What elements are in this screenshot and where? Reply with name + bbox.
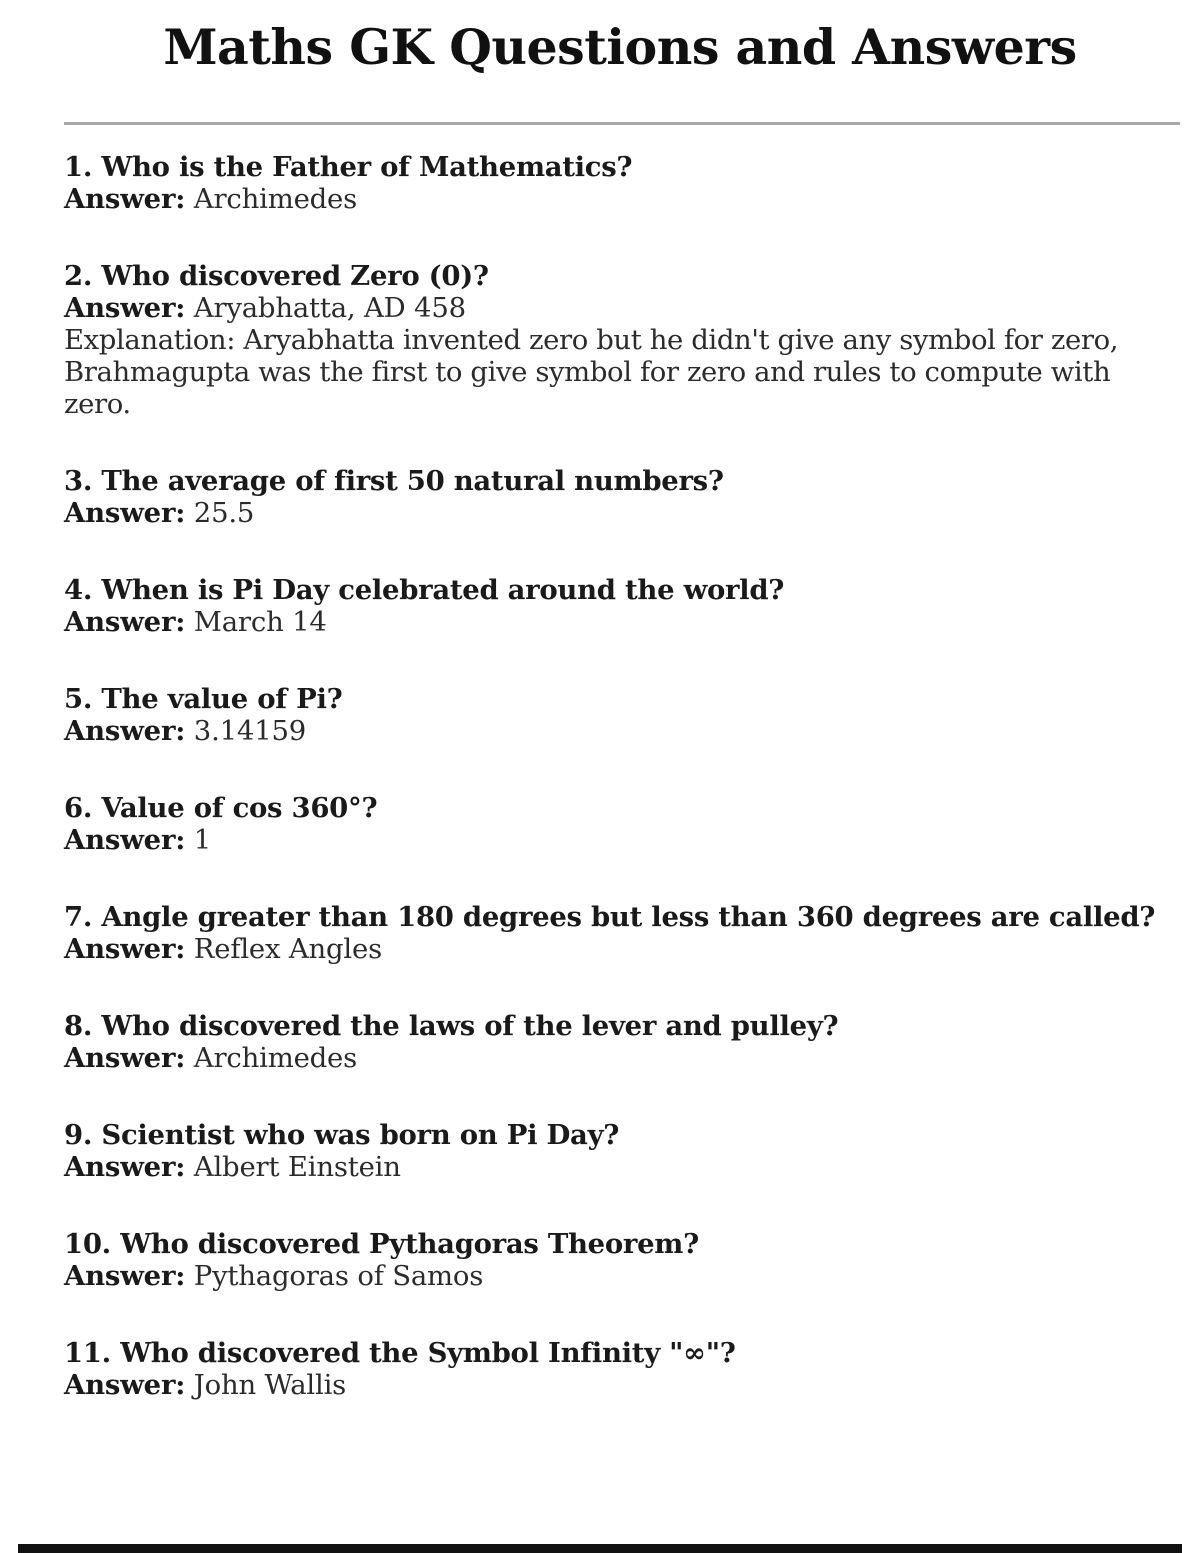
answer-text: Aryabhatta, AD 458 xyxy=(193,292,466,324)
answer-text: Reflex Angles xyxy=(193,933,383,965)
answer-line xyxy=(64,715,1174,747)
answer-line xyxy=(64,1369,1174,1401)
answer-text: March 14 xyxy=(193,606,327,638)
question-text: 5. The value of Pi? xyxy=(64,683,343,715)
question-text: 4. When is Pi Day celebrated around the world? xyxy=(64,574,785,606)
question-text: 1. Who is the Father of Mathematics? xyxy=(64,151,633,183)
bottom-bar xyxy=(18,1544,1182,1553)
question-text: 9. Scientist who was born on Pi Day? xyxy=(64,1119,620,1151)
answer-label: Answer: xyxy=(64,292,186,324)
question-text: 3. The average of first 50 natural numbers? xyxy=(64,465,724,497)
answer-text: Albert Einstein xyxy=(193,1151,401,1183)
title-divider xyxy=(64,122,1180,125)
answer-line xyxy=(64,1260,1174,1292)
answer-text: Archimedes xyxy=(193,183,358,215)
qa-item xyxy=(64,1119,1174,1183)
answer-label: Answer: xyxy=(64,824,186,856)
answer-label: Answer: xyxy=(64,1042,186,1074)
answer-text: 3.14159 xyxy=(193,715,307,747)
qa-item xyxy=(64,1337,1174,1401)
qa-list xyxy=(64,151,1174,1446)
question-text: 11. Who discovered the Symbol Infinity "∞"? xyxy=(64,1337,736,1369)
answer-line xyxy=(64,933,1174,965)
answer-label: Answer: xyxy=(64,1369,186,1401)
answer-label: Answer: xyxy=(64,497,186,529)
qa-item xyxy=(64,574,1174,638)
qa-item xyxy=(64,1010,1174,1074)
answer-label: Answer: xyxy=(64,1151,186,1183)
qa-item xyxy=(64,1228,1174,1292)
question-text: 8. Who discovered the laws of the lever and pulley? xyxy=(64,1010,839,1042)
page-title: Maths GK Questions and Answers xyxy=(163,18,1077,76)
answer-text: John Wallis xyxy=(193,1369,347,1401)
qa-item xyxy=(64,260,1174,420)
question-text: 10. Who discovered Pythagoras Theorem? xyxy=(64,1228,699,1260)
answer-label: Answer: xyxy=(64,183,186,215)
answer-line xyxy=(64,183,1174,215)
answer-line xyxy=(64,1042,1174,1074)
answer-line xyxy=(64,1151,1174,1183)
qa-item xyxy=(64,901,1174,965)
explanation-line: Explanation: Aryabhatta invented zero but he didn't give any symbol for zero, xyxy=(64,324,1119,356)
explanation-line: Brahmagupta was the first to give symbol for zero and rules to compute with zero. xyxy=(64,356,1111,420)
qa-item xyxy=(64,683,1174,747)
answer-text: 1 xyxy=(193,824,212,856)
answer-line xyxy=(64,497,1174,529)
answer-label: Answer: xyxy=(64,606,186,638)
question-text: 7. Angle greater than 180 degrees but less than 360 degrees are called? xyxy=(64,901,1156,933)
answer-text: Pythagoras of Samos xyxy=(193,1260,484,1292)
answer-line xyxy=(64,824,1174,856)
answer-line xyxy=(64,292,1174,324)
question-text: 6. Value of cos 360°? xyxy=(64,792,378,824)
qa-item xyxy=(64,151,1174,215)
question-text: 2. Who discovered Zero (0)? xyxy=(64,260,489,292)
answer-text: 25.5 xyxy=(193,497,255,529)
qa-item xyxy=(64,792,1174,856)
qa-item xyxy=(64,465,1174,529)
answer-text: Archimedes xyxy=(193,1042,358,1074)
answer-label: Answer: xyxy=(64,715,186,747)
answer-label: Answer: xyxy=(64,933,186,965)
answer-label: Answer: xyxy=(64,1260,186,1292)
answer-line xyxy=(64,606,1174,638)
